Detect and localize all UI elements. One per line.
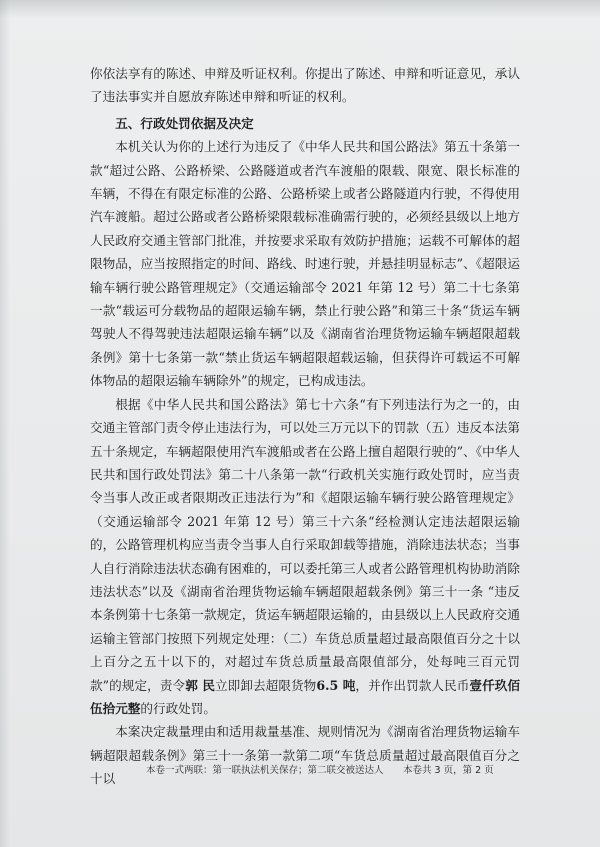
fine-intro-text: ，并作出罚款人民币 xyxy=(355,677,470,693)
discretion-paragraph: 本案决定裁量理由和适用裁量基准、规则情况为《湖南省治理货物运输车辆超限超载条例》第三十一条第一款第二项“车货总质量超过最高限值百分之十以 xyxy=(90,724,520,787)
penalty-closing-text: 的行政处罚。 xyxy=(140,700,216,716)
penalty-basis-text: 根据《中华人民共和国公路法》第七十六条“有下列违法行为之一的，由交通主管部门责令停止违法行为，可以处三万元以下的罚款（五）违反本法第五十条规定，车辆超限使用汽车渡船或者在公路上擅自超限行驶的”、《中华人民共和国行政处罚法》第二十八条第一款“行政机关实施行政处罚时，应当责令当事人改正或者限期改正违法行为”和《超限运输车辆行驶公路管理规定》（交通运输部令 2021 年第 12 号）第三十六条“经检测认定违法超限运输的，公路管理机构应当责令当事人自行采取卸载等措施，消除违法状态；当事人自行消除违法状态确有困难的，可以委托第三人或者公路管理机构协助消除违法状态”以及《湖南省治理货物运输车辆超限超载条例》第三十一条 “违反本条例第十七条第一款规定，货运车辆超限运输的，由县级以上人民政府交通运输主管部门按照下列规定处理：（二）车货总质量超过最高限值百分之十以上百分之五十以下的，对超过车货总质量最高限值部分，处每吨三百元罚款”的规定，责令 xyxy=(90,396,520,693)
copies-note: 本卷一式两联：第一联执法机关保存；第二联交被送达人 xyxy=(146,765,384,776)
legal-basis-paragraph: 本机关认为你的上述行为违反了《中华人民共和国公路法》第五十条第一款“超过公路、公路桥梁、公路隧道或者汽车渡船的限载、限宽、限长标准的车辆，不得在有限定标准的公路、公路桥梁上或者公路隧道内行驶，不得使用汽车渡船。超过公路或者公路桥梁限载标准确需行驶的，必须经县级以上地方人民政府交通主管部门批准，并按要求采取有效防护措施；运载不可解体的超限物品，应当按照指定的时间、路线、时速行驶，并悬挂明显标志”、《超限运输车辆行驶公路管理规定》（交通运输部令 2021 年第 12 号）第二十七条第一款“载运可分载物品的超限运输车辆，禁止行驶公路”和第三十条“货运车辆驾驶人不得驾驶违法超限运输车辆”以及《湖南省治理货物运输车辆超限超载条例》第十七条第一款“禁止货运车辆超限超载运输，但获得许可载运不可解体物品的超限运输车辆除外”的规定，已构成违法。 xyxy=(90,139,520,389)
page-number: 本卷共 3 页，第 2 页 xyxy=(403,765,494,776)
overload-amount: 6.5 吨 xyxy=(316,677,356,693)
penalty-decision-paragraph xyxy=(90,393,520,721)
scan-shadow-left xyxy=(0,0,10,847)
document-body xyxy=(90,62,520,791)
party-name: 郭 民 xyxy=(185,677,215,693)
fine-amount: 壹仟玖佰伍拾元整 xyxy=(90,677,521,716)
scan-shadow-top xyxy=(0,0,600,18)
section-heading: 五、行政处罚依据及决定 xyxy=(115,115,254,131)
unload-order-text: 立即卸去超限货物 xyxy=(215,677,317,693)
intro-paragraph: 你依法享有的陈述、申辩及听证权利。你提出了陈述、申辩和听证意见，承认了违法事实并自愿放弃陈述申辩和听证的权利。 xyxy=(90,66,520,105)
